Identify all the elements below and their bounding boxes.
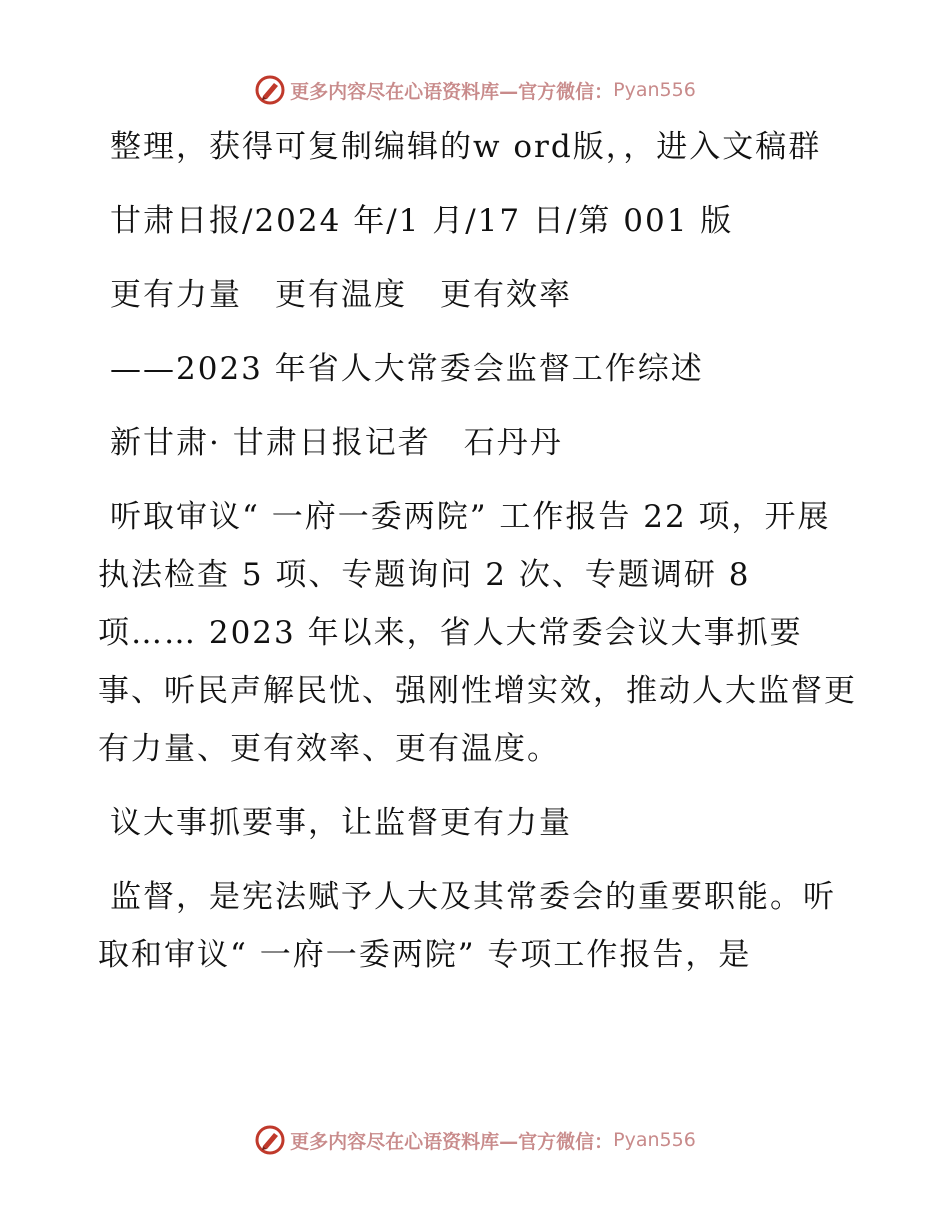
article-byline: 新甘肃· 甘肃日报记者 石丹丹 [110, 425, 563, 461]
article-title: 更有力量 更有温度 更有效率 [110, 277, 572, 313]
watermark-text: 更多内容尽在心语资料库—官方微信： [290, 80, 614, 103]
header-watermark [0, 70, 950, 110]
paragraph-source: 甘肃日报/2024 年/1 月/17 日/第 001 版 [110, 203, 734, 239]
watermark-handle: Pyan556 [613, 79, 696, 101]
article-subtitle: ——2023 年省人大常委会监督工作综述 [110, 351, 704, 387]
pen-logo-icon [254, 1124, 286, 1156]
section-heading: 议大事抓要事，让监督更有力量 [110, 805, 572, 841]
paragraph-body: 监督，是宪法赋予人大及其常委会的重要职能。听取和审议“ 一府一委两院” 专项工作报告，是 [98, 879, 836, 973]
pen-logo-icon [254, 74, 286, 106]
watermark-handle: Pyan556 [613, 1129, 696, 1151]
watermark-text: 更多内容尽在心语资料库—官方微信： [290, 1130, 614, 1153]
paragraph-lead: 听取审议“ 一府一委两院” 工作报告 22 项，开展执法检查 5 项、专题询问 2 次、专题调研 8 项…… 2023 年以来，省人大常委会议大事抓要事、听民声解民忧、强刚性增实效，推动人大监督更有力量、更有效率、更有温度。 [98, 499, 857, 767]
document-body [98, 118, 858, 1000]
footer-watermark [0, 1120, 950, 1160]
paragraph-intro: 整理，获得可复制编辑的w ord版，，进入文稿群 [110, 129, 822, 165]
